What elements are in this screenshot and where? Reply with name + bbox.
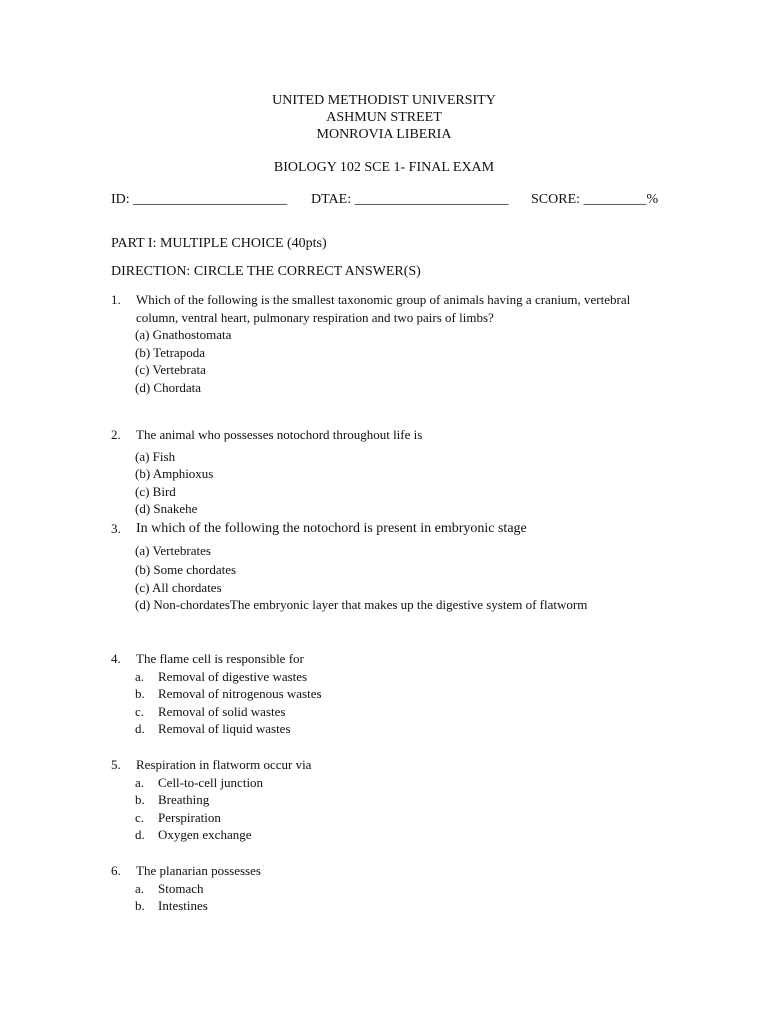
university-name: UNITED METHODIST UNIVERSITY <box>272 93 496 108</box>
option-list <box>135 774 671 844</box>
question-text: The animal who possesses notochord throughout life is <box>136 427 423 442</box>
option-text: Cell-to-cell junction <box>158 774 264 790</box>
option-letter: d. <box>135 827 145 842</box>
option-b[interactable] <box>135 685 671 703</box>
option-list <box>135 880 671 915</box>
option-c[interactable]: (c) Bird <box>135 483 176 499</box>
question-number: 5. <box>111 757 121 772</box>
score-field: SCORE: _________% <box>531 192 659 207</box>
option-a[interactable]: (a) Vertebrates <box>135 542 211 558</box>
option-text: Removal of liquid wastes <box>158 721 291 736</box>
option-letter: c. <box>135 809 145 825</box>
question-2 <box>111 426 671 518</box>
option-letter: a. <box>135 880 145 896</box>
option-c[interactable]: (c) Vertebrata <box>135 362 206 377</box>
street-address: ASHMUN STREET <box>326 110 442 125</box>
option-letter: b. <box>135 792 145 807</box>
option-d[interactable]: (d) Non-chordatesThe embryonic layer that makes up the digestive system of flatworm <box>135 597 588 612</box>
option-b[interactable]: (b) Amphioxus <box>135 466 214 481</box>
option-c[interactable] <box>135 809 671 827</box>
question-number: 3. <box>111 521 121 536</box>
option-text: Stomach <box>158 880 204 896</box>
option-text: Breathing <box>158 792 210 807</box>
question-number: 6. <box>111 863 121 878</box>
question-6 <box>111 862 671 915</box>
option-d[interactable]: (d) Snakehe <box>135 501 198 516</box>
question-number: 1. <box>111 292 121 307</box>
option-a[interactable]: (a) Gnathostomata <box>135 327 232 342</box>
question-number: 4. <box>111 651 121 666</box>
option-a[interactable] <box>135 668 671 686</box>
option-text: Removal of digestive wastes <box>158 668 308 684</box>
city-address: MONROVIA LIBERIA <box>316 127 452 142</box>
option-d[interactable] <box>135 826 671 844</box>
date-field: DTAE: ______________________ <box>311 192 509 207</box>
question-text: Respiration in flatworm occur via <box>136 757 312 772</box>
direction-text: DIRECTION: CIRCLE THE CORRECT ANSWER(S) <box>111 264 421 279</box>
question-5 <box>111 756 671 844</box>
option-list <box>135 326 671 396</box>
option-d[interactable]: (d) Chordata <box>135 379 202 395</box>
option-d[interactable] <box>135 720 671 738</box>
option-c[interactable] <box>135 703 671 721</box>
option-letter: d. <box>135 721 145 736</box>
option-text: Removal of nitrogenous wastes <box>158 686 322 701</box>
option-letter: b. <box>135 686 145 701</box>
option-c[interactable]: (c) All chordates <box>135 579 222 595</box>
exam-title: BIOLOGY 102 SCE 1- FINAL EXAM <box>273 160 495 175</box>
question-3 <box>111 520 671 614</box>
option-b[interactable]: (b) Tetrapoda <box>135 344 205 360</box>
document-header <box>0 92 768 143</box>
question-text: Which of the following is the smallest taxonomic group of animals having a cranium, vertebral column, ventral heart, pulmonary respiration and two pairs of limbs? <box>136 292 631 325</box>
part-heading: PART I: MULTIPLE CHOICE (40pts) <box>111 236 327 251</box>
question-text: In which of the following the notochord is present in embryonic stage <box>136 521 527 536</box>
question-1 <box>111 291 671 396</box>
option-text: Removal of solid wastes <box>158 703 286 719</box>
option-list <box>135 542 671 614</box>
option-text: Oxygen exchange <box>158 827 252 842</box>
question-4 <box>111 650 671 738</box>
option-letter: a. <box>135 668 145 684</box>
option-letter: b. <box>135 898 145 913</box>
option-b[interactable] <box>135 791 671 809</box>
option-b[interactable]: (b) Some chordates <box>135 562 237 577</box>
option-a[interactable]: (a) Fish <box>135 448 176 464</box>
option-a[interactable] <box>135 880 671 898</box>
id-field: ID: ______________________ <box>111 192 288 207</box>
option-b[interactable] <box>135 897 671 915</box>
option-letter: a. <box>135 774 145 790</box>
option-a[interactable] <box>135 774 671 792</box>
option-list <box>135 448 671 518</box>
option-list <box>135 668 671 738</box>
question-number: 2. <box>111 427 121 442</box>
question-text: The planarian possesses <box>136 863 261 878</box>
option-text: Intestines <box>158 898 208 913</box>
option-text: Perspiration <box>158 809 221 825</box>
question-text: The flame cell is responsible for <box>136 651 304 666</box>
option-letter: c. <box>135 703 145 719</box>
